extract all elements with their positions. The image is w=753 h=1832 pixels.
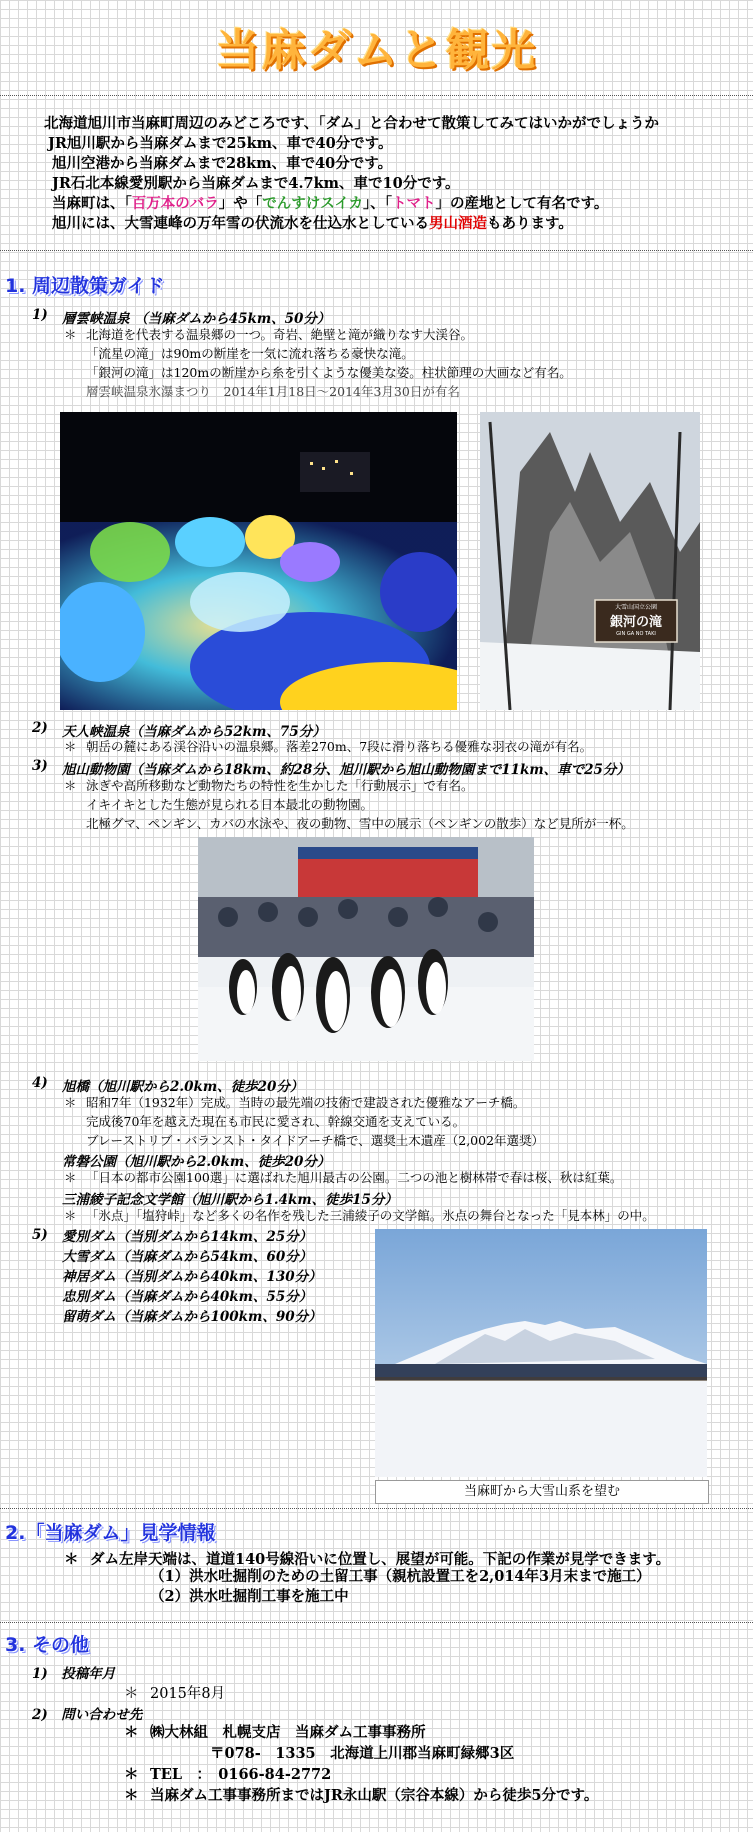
item-description (64, 1093, 544, 1150)
desc-line: 「日本の都市公園100選」に選ばれた旭川最古の公園。二つの池と樹林帯で春は桜、秋は紅葉。 (86, 1170, 623, 1185)
divider (0, 95, 753, 96)
bullet: ＊ (64, 1170, 77, 1185)
page-title: 当麻ダムと観光 (215, 25, 538, 76)
divider (0, 1508, 753, 1509)
section2-line (64, 1548, 670, 1569)
penguin-walk-photo (198, 837, 534, 1061)
bullet: ＊ (124, 1686, 139, 1702)
text: 2015年8月 (150, 1686, 226, 1702)
item-title: 層雲峡温泉 （当麻ダムから45km、50分） (62, 311, 331, 327)
section-heading: 2.「当麻ダム」見学情報 (5, 1522, 216, 1544)
item-description (64, 1206, 655, 1225)
desc-line: 泳ぎや高所移動など動物たちの特性を生かした「行動展示」で有名。 (86, 778, 474, 793)
intro-line-sake (44, 214, 744, 234)
bullet: ＊ (124, 1724, 139, 1741)
sign-park-name: 大雪山国立公園 (614, 604, 657, 611)
section-heading: 1. 周辺散策ガイド (5, 275, 165, 297)
item-subtitle: 常磐公園（旭川駅から2.0km、徒歩20分） (62, 1154, 331, 1170)
dam-item: 留萌ダム（当麻ダムから100km、90分） (62, 1309, 322, 1325)
text: 」の産地として有名です。 (435, 195, 609, 212)
dam-item: 大雪ダム（当麻ダムから54km、60分） (62, 1249, 313, 1265)
item-description (64, 1168, 622, 1187)
desc-line: 北海道を代表する温泉郷の一つ。奇岩、絶壁と滝が織りなす大渓谷。 (86, 327, 474, 342)
desc-line: 昭和7年（1932年）完成。当時の最先端の技術で建設された優雅なアーチ橋。 (86, 1095, 526, 1110)
item-description (64, 776, 634, 833)
contact-line (124, 1722, 598, 1743)
bullet: ＊ (64, 1551, 79, 1568)
item-number: 5) (32, 1227, 48, 1243)
desc-line: 「氷点」「塩狩峠」など多くの名作を残した三浦綾子の文学館。氷点の舞台となった「見本林」の中。 (86, 1208, 655, 1223)
photo-caption: 当麻町から大雪山系を望む (375, 1480, 709, 1504)
section-heading: 3. その他 (5, 1634, 90, 1656)
item-title: 旭山動物園（当麻ダムから18km、約28分、旭川駅から旭山動物園まで11km、車で25分） (62, 762, 630, 778)
intro-line-products (44, 194, 744, 214)
bullet: ＊ (124, 1766, 139, 1783)
text: ㈱大林組 札幌支店 当麻ダム工事事務所 (150, 1724, 426, 1741)
bullet: ＊ (64, 327, 77, 342)
item-number: 4) (32, 1075, 48, 1091)
item-number: 3) (32, 758, 48, 774)
bullet: ＊ (64, 778, 77, 793)
item-number: 1) (32, 307, 48, 323)
sake-highlight: 男山酒造 (429, 215, 487, 232)
contact-line (124, 1785, 598, 1806)
item-description (64, 737, 592, 756)
desc-line: 完成後70年を越えた現在も市民に愛され、幹線交通を支えている。 (86, 1114, 466, 1129)
intro-line: JR石北本線愛別駅から当麻ダムまで4.7km、車で10分です。 (52, 175, 460, 192)
work-item: （1）洪水吐掘削のための土留工事（親杭設置工を2,014年3月末まで施工） (150, 1568, 651, 1585)
desc-line: 「流星の滝」は90mの断崖を一気に流れ落ちる豪快な滝。 (86, 346, 414, 361)
ice-festival-photo (60, 412, 457, 710)
text: 旭川には、大雪連峰の万年雪の伏流水を仕込水としている (52, 215, 429, 232)
intro-line: 北海道旭川市当麻町周辺のみどころです、「ダム」と合わせて散策してみてはいかがでしょうか (44, 115, 659, 132)
bullet: ＊ (124, 1787, 139, 1804)
dam-list (62, 1227, 322, 1327)
desc-line: イキイキとした生態が見られる日本最北の動物園。 (86, 797, 374, 812)
sign-romaji: GIN GA NO TAKI (616, 631, 656, 637)
item-title: 天人峡温泉（当麻ダムから52km、75分） (62, 724, 326, 740)
item-description (64, 325, 686, 401)
item-number: 2) (32, 720, 48, 736)
section3-subheading: 2) 問い合わせ先 (32, 1707, 143, 1723)
text: もあります。 (487, 215, 573, 232)
sign-waterfall-name: 銀河の滝 (609, 615, 662, 630)
post-date (124, 1682, 225, 1703)
ginga-waterfall-photo (480, 412, 700, 710)
bullet: ＊ (64, 1095, 77, 1110)
bullet: ＊ (64, 1208, 77, 1223)
dam-item: 忠別ダム（当麻ダムから40km、55分） (62, 1289, 313, 1305)
bullet: ＊ (64, 739, 77, 754)
desc-line: 「銀河の滝」は120mの断崖から糸を引くような優美な姿。柱状節理の大画など有名。 (86, 365, 572, 380)
text: 」や「 (218, 195, 263, 212)
divider (0, 1622, 753, 1623)
text: 〒078- 1335 北海道上川郡当麻町緑郷3区 (210, 1745, 515, 1762)
contact-line (124, 1764, 598, 1785)
item-subtitle: 三浦綾子記念文学館（旭川駅から1.4km、徒歩15分） (62, 1192, 398, 1208)
section3-subheading: 1) 投稿年月 (32, 1666, 116, 1682)
works-list (150, 1567, 651, 1607)
daisetsuzan-photo (375, 1229, 707, 1477)
contact-line (124, 1743, 598, 1764)
tomato-highlight: トマト (392, 195, 436, 212)
contact-list (124, 1722, 598, 1806)
dam-item: 神居ダム（当別ダムから40km、130分） (62, 1269, 322, 1285)
dam-item: 愛別ダム（当別ダムから14km、25分） (62, 1229, 313, 1245)
desc-line: ブレーストリブ・バランスト・タイドアーチ橋で、選奨土木遺産（2,002年選奨） (86, 1133, 545, 1148)
desc-line: 北極グマ、ペンギン、カバの水泳や、夜の動物、雪中の展示（ペンギンの散歩）など見所が一杯。 (86, 816, 634, 831)
text: 」、「 (363, 195, 393, 212)
melon-highlight: でんすけスイカ (262, 195, 364, 212)
rose-highlight: 百万本のバラ (131, 195, 219, 212)
item-title: 旭橋（旭川駅から2.0km、徒歩20分） (62, 1079, 304, 1095)
intro-line: JR旭川駅から当麻ダムまで25km、車で40分です。 (48, 135, 393, 152)
text: ダム左岸天端は、道道140号線沿いに位置し、展望が可能。下記の作業が見学できます。 (90, 1551, 671, 1568)
divider (0, 250, 753, 251)
intro-block (44, 114, 744, 234)
text: TEL ： 0166-84-2772 (150, 1766, 332, 1783)
work-item: （2）洪水吐掘削工事を施工中 (150, 1588, 349, 1605)
text: 当麻町は、「 (52, 195, 132, 212)
intro-line: 旭川空港から当麻ダムまで28km、車で40分です。 (52, 155, 393, 172)
desc-line: 層雲峡温泉氷瀑まつり 2014年1月18日～2014年3月30日が有名 (86, 384, 460, 399)
desc-line: 朝岳の麓にある渓谷沿いの温泉郷。落差270m、7段に滑り落ちる優雅な羽衣の滝が有名。 (86, 739, 593, 754)
text: 当麻ダム工事事務所まではJR永山駅（宗谷本線）から徒歩5分です。 (150, 1787, 599, 1804)
